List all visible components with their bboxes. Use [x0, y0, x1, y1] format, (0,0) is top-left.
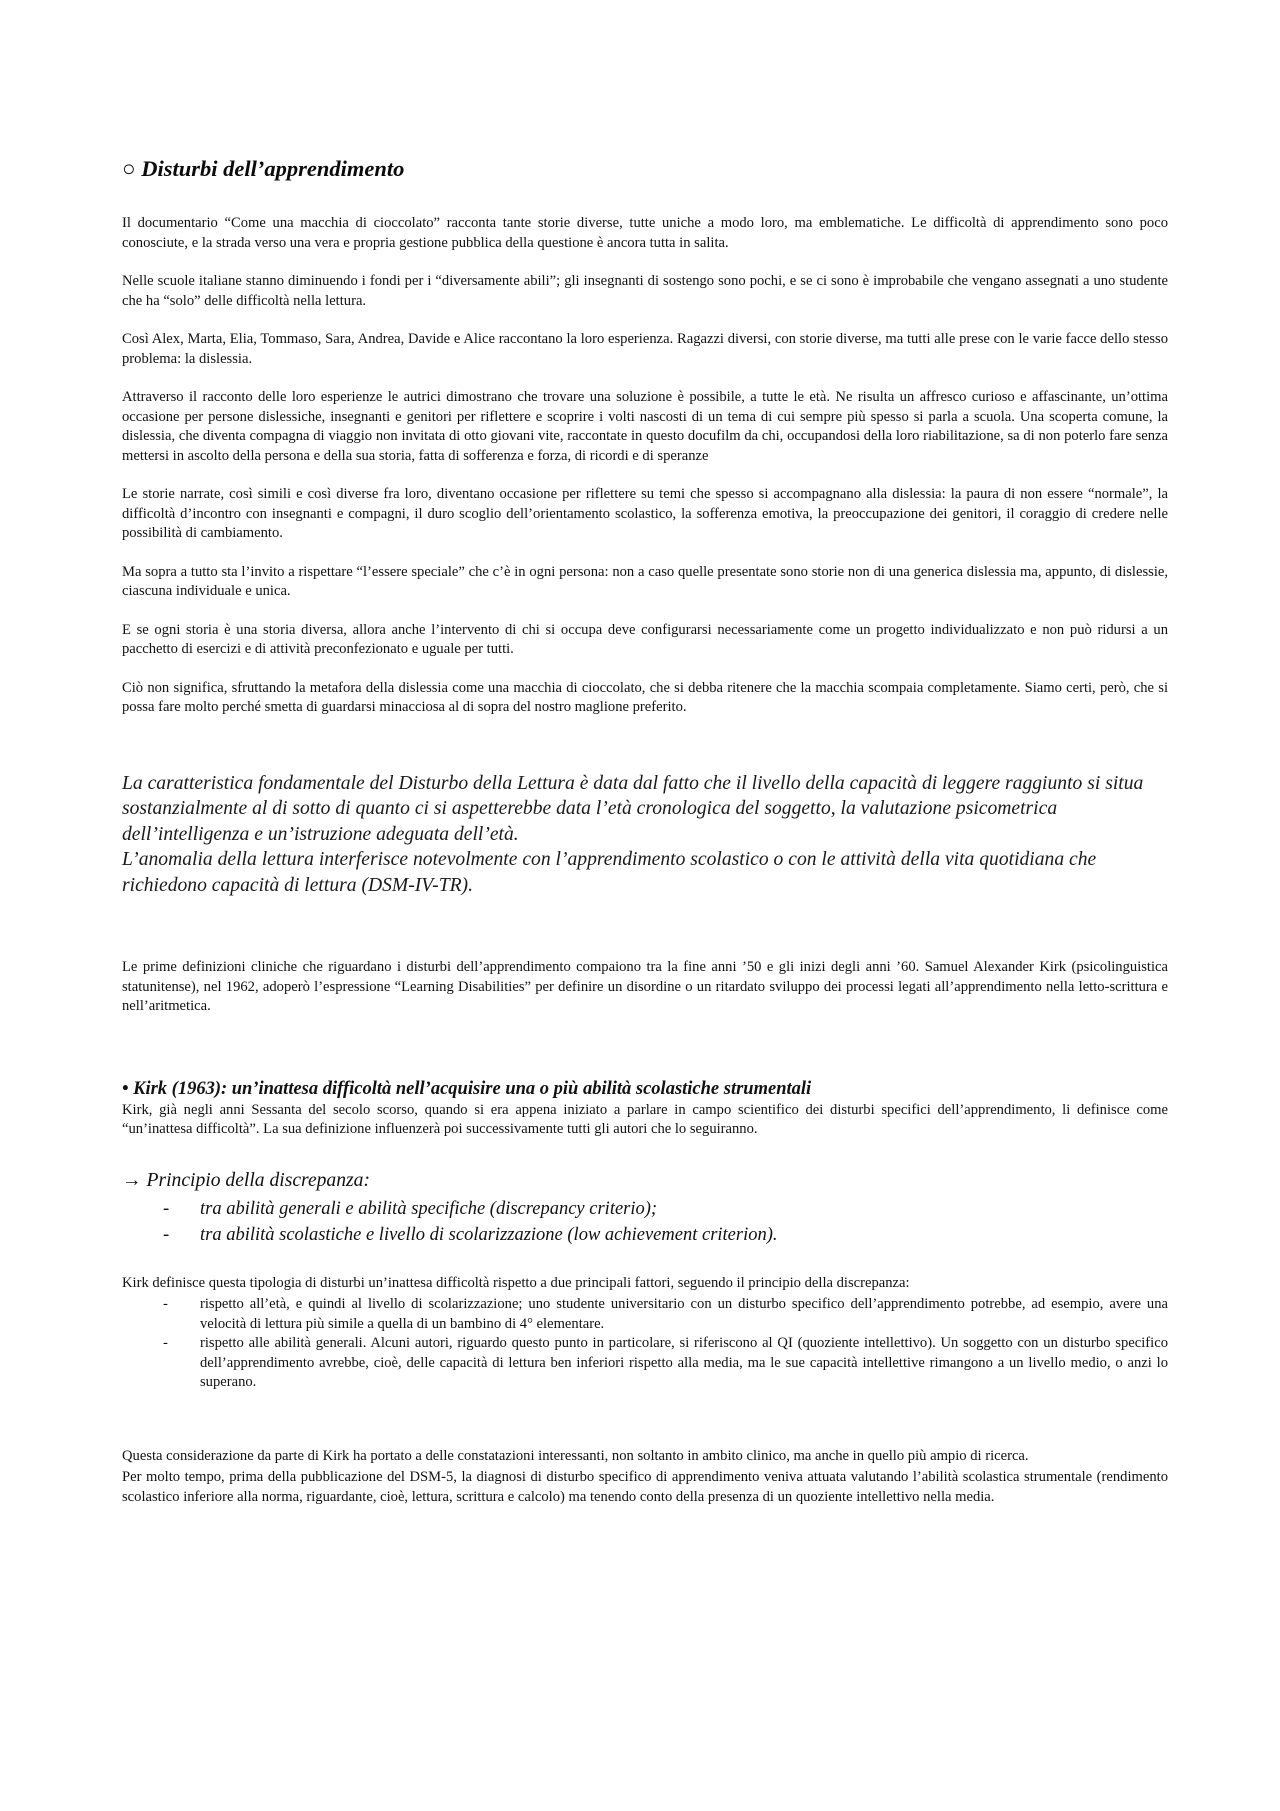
section-title: ○ Disturbi dell’apprendimento [122, 156, 405, 181]
closing-paragraph: Per molto tempo, prima della pubblicazione del DSM-5, la diagnosi di disturbo specifico di apprendimento veniva attuata valutando l’abilità scolastica strumentale (rendimento scolastico inferiore alla norma, riguardante, cioè, lettura, scrittura e calcolo) ma tenendo conto della presenza di un quoziente intellettivo nella media. [122, 1469, 1168, 1505]
kirk-defines-paragraph: Kirk definisce questa tipologia di disturbi un’inattesa difficoltà rispetto a due principali fattori, seguendo il principio della discrepanza: [122, 1274, 910, 1291]
list-item: - tra abilità scolastiche e livello di scolarizzazione (low achievement criterion). [122, 1222, 1168, 1248]
paragraph: Ciò non significa, sfruttando la metafora della dislessia come una macchia di cioccolato, che si debba ritenere che la macchia scompaia completamente. Siamo certi, però, che si possa fare molto perché smetta di guardarsi minacciosa al di sopra del nostro maglione preferito. [122, 679, 1168, 715]
document-page [122, 140, 1168, 1526]
kirk-paragraph: Kirk, già negli anni Sessanta del secolo scorso, quando si era appena iniziato a parlare in campo scientifico dei disturbi specifici dell’apprendimento, li definisce come “un’inattesa difficoltà”. La sua definizione influenzerà poi successivamente tutti gli autori che lo seguiranno. [122, 1101, 1168, 1137]
paragraph: E se ogni storia è una storia diversa, allora anche l’intervento di chi si occupa deve configurarsi necessariamente come un progetto individualizzato e non può ridursi a un pacchetto di esercizi e di attività preconfezionato e uguale per tutti. [122, 621, 1168, 657]
dsm-quote [122, 771, 1168, 899]
list-item: - tra abilità generali e abilità specifiche (discrepancy criterio); [122, 1196, 1168, 1222]
principle-list [122, 1196, 1168, 1248]
quote-line: La caratteristica fondamentale del Disturbo della Lettura è data dal fatto che il livello della capacità di leggere raggiunto si situa sostanzialmente al di sotto di quanto ci si aspetterebbe data l’età cronologica del soggetto, la valutazione psicometrica dell’intelligenza e un’istruzione adeguata dell’età. [122, 772, 1144, 845]
quote-line: L’anomalia della lettura interferisce notevolmente con l’apprendimento scolastico o con le attività della vita quotidiana che richiedono capacità di lettura (DSM-IV-TR). [122, 849, 1097, 896]
paragraph: Nelle scuole italiane stanno diminuendo i fondi per i “diversamente abili”; gli insegnanti di sostengo sono pochi, e se ci sono è improbabile che vengano assegnati a uno studente che ha “solo” delle difficoltà nella lettura. [122, 273, 1168, 309]
kirk-heading: • Kirk (1963): un’inattesa difficoltà nell’acquisire una o più abilità scolastiche strumentali [122, 1078, 812, 1099]
factor-list [122, 1295, 1168, 1393]
closing-paragraph: Questa considerazione da parte di Kirk ha portato a delle constatazioni interessanti, non soltanto in ambito clinico, ma anche in quello più ampio di ricerca. [122, 1447, 1029, 1464]
paragraph: Il documentario “Come una macchia di cioccolato” racconta tante storie diverse, tutte uniche a modo loro, ma emblematiche. Le difficoltà di apprendimento sono poco conosciute, e la strada verso una vera e propria gestione pubblica della questione è ancora tutta in salita. [122, 215, 1168, 251]
paragraph: Ma sopra a tutto sta l’invito a rispettare “l’essere speciale” che c’è in ogni persona: non a caso quelle presentate sono storie non di una generica dislessia ma, appunto, di dislessie, ciascuna individuale e unica. [122, 563, 1168, 599]
spacer [122, 1393, 1168, 1447]
history-paragraph: Le prime definizioni cliniche che riguardano i disturbi dell’apprendimento compaiono tra la fine anni ’50 e gli inizi degli anni ’60. Samuel Alexander Kirk (psicolinguistica statunitense), nel 1962, adoperò l’espressione “Learning Disabilities” per definire un disordine o un ritardato sviluppo dei processi legati all’apprendimento nella letto-scrittura e nell’aritmetica. [122, 959, 1168, 1014]
paragraph: Attraverso il racconto delle loro esperienze le autrici dimostrano che trovare una soluzione è possibile, a tutte le età. Ne risulta un affresco curioso e affascinante, un’ottima occasione per persone dislessiche, insegnanti e genitori per riflettere e scoprire i volti nascosti di un tema di cui sempre più spesso si parla a scuola. Una scoperta comune, la dislessia, che diventa compagna di viaggio non invitata di otto giovani vite, raccontate in questo docufilm da chi, occupandosi della loro riabilitazione, sa di non poterlo fare senza mettersi in ascolto della persona e della sua storia, fatta di sofferenza e forza, di ricordi e di speranze [122, 389, 1168, 464]
list-item: - rispetto all’età, e quindi al livello di scolarizzazione; uno studente universitario con un disturbo specifico dell’apprendimento potrebbe, ad esempio, avere una velocità di lettura più simile a quella di un bambino di 4° elementare. [122, 1295, 1168, 1334]
paragraph: Così Alex, Marta, Elia, Tommaso, Sara, Andrea, Davide e Alice raccontano la loro esperienza. Ragazzi diversi, con storie diverse, ma tutti alle prese con le varie facce dello stesso problema: la dislessia. [122, 331, 1168, 367]
list-item: - rispetto alle abilità generali. Alcuni autori, riguardo questo punto in particolare, si riferiscono al QI (quoziente intellettivo). Un soggetto con un disturbo specifico dell’apprendimento avrebbe, cioè, delle capacità di lettura ben inferiori rispetto alla media, ma le sue capacità intellettive rimangono a un livello medio, o anzi lo superano. [122, 1334, 1168, 1393]
principle-heading: → Principio della discrepanza: [122, 1169, 370, 1191]
paragraph: Le storie narrate, così simili e così diverse fra loro, diventano occasione per riflettere su temi che spesso si accompagnano alla dislessia: la paura di non essere “normale”, la difficoltà d’incontro con insegnanti e compagni, il duro scoglio dell’orientamento scolastico, la sofferenza emotiva, la preoccupazione dei genitori, il coraggio di credere nelle possibilità di cambiamento. [122, 486, 1168, 541]
